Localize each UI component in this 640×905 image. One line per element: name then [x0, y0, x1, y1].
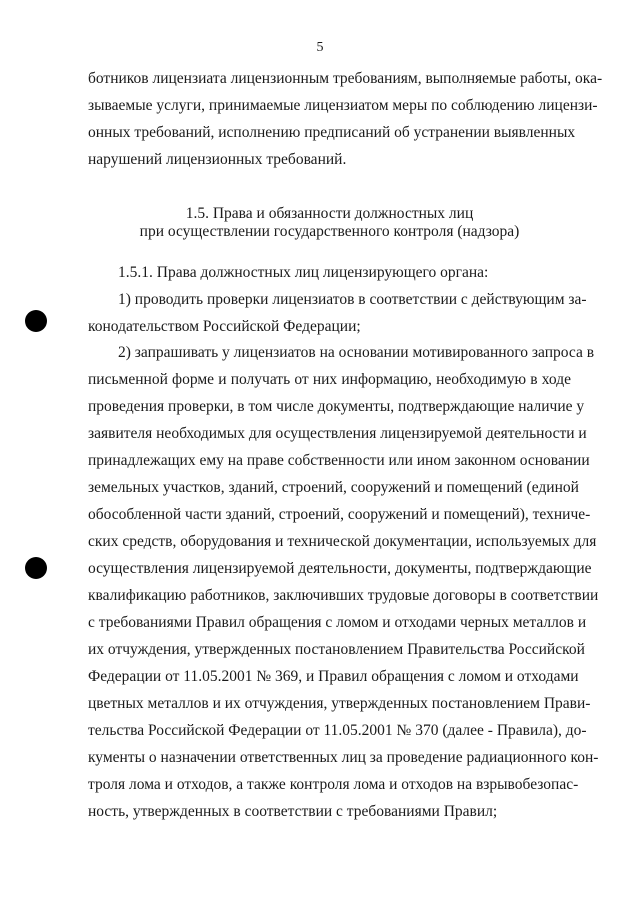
item-2-line: кументы о назначении ответственных лиц за проведение радиационного кон-	[88, 749, 599, 766]
item-2-line: квалификацию работников, заключивших трудовые договоры в соответствии	[88, 587, 599, 604]
page-number: 5	[316, 40, 324, 55]
item-2-line: заявителя необходимых для осуществления лицензируемой деятельности и	[88, 425, 587, 442]
intro-line: ботников лицензиата лицензионным требованиям, выполняемые работы, ока-	[88, 70, 603, 87]
item-2-line: земельных участков, зданий, строений, сооружений и помещений (единой	[88, 479, 579, 496]
item-2-line: их отчуждения, утвержденных постановлением Правительства Российской	[88, 641, 585, 658]
punch-hole	[25, 310, 47, 332]
item-2-line: троля лома и отходов, а также контроля лома и отходов на взрывобезопас-	[88, 776, 579, 793]
intro-line: онных требований, исполнению предписаний об устранении выявленных	[88, 124, 576, 141]
item-2-line: с требованиями Правил обращения с ломом и отходами черных металлов и	[88, 614, 587, 631]
section-heading: при осуществлении государственного контроля (надзора)	[139, 223, 520, 240]
punch-hole	[25, 557, 47, 579]
item-2-line: 2) запрашивать у лицензиатов на основании мотивированного запроса в	[118, 344, 595, 361]
item-2-line: ность, утвержденных в соответствии с требованиями Правил;	[88, 803, 498, 820]
item-2-line: проведения проверки, в том числе документы, подтверждающие наличие у	[88, 398, 585, 415]
item-2-line: цветных металлов и их отчуждения, утвержденных постановлением Прави-	[88, 695, 591, 712]
item-1-line: 1) проводить проверки лицензиатов в соответствии с действующим за-	[118, 291, 587, 308]
item-2-line: осуществления лицензируемой деятельности, документы, подтверждающие	[88, 560, 592, 577]
item-2-line: ских средств, оборудования и технической документации, используемых для	[88, 533, 597, 550]
item-2-line: принадлежащих ему на праве собственности или ином законном основании	[88, 452, 590, 469]
item-2-line: обособленной части зданий, строений, сооружений и помещений), техниче-	[88, 506, 591, 523]
item-1-line: конодательством Российской Федерации;	[88, 318, 361, 335]
item-2-line: письменной форме и получать от них информацию, необходимую в ходе	[88, 371, 571, 388]
section-heading: 1.5. Права и обязанности должностных лиц	[185, 205, 474, 222]
item-2-line: Федерации от 11.05.2001 № 369, и Правил обращения с ломом и отходами	[88, 668, 579, 685]
intro-line: нарушений лицензионных требований.	[88, 151, 347, 168]
subsection-title: 1.5.1. Права должностных лиц лицензирующего органа:	[118, 264, 489, 281]
item-2-line: тельства Российской Федерации от 11.05.2001 № 370 (далее - Правила), до-	[88, 722, 587, 739]
intro-line: зываемые услуги, принимаемые лицензиатом меры по соблюдению лицензи-	[88, 97, 598, 114]
